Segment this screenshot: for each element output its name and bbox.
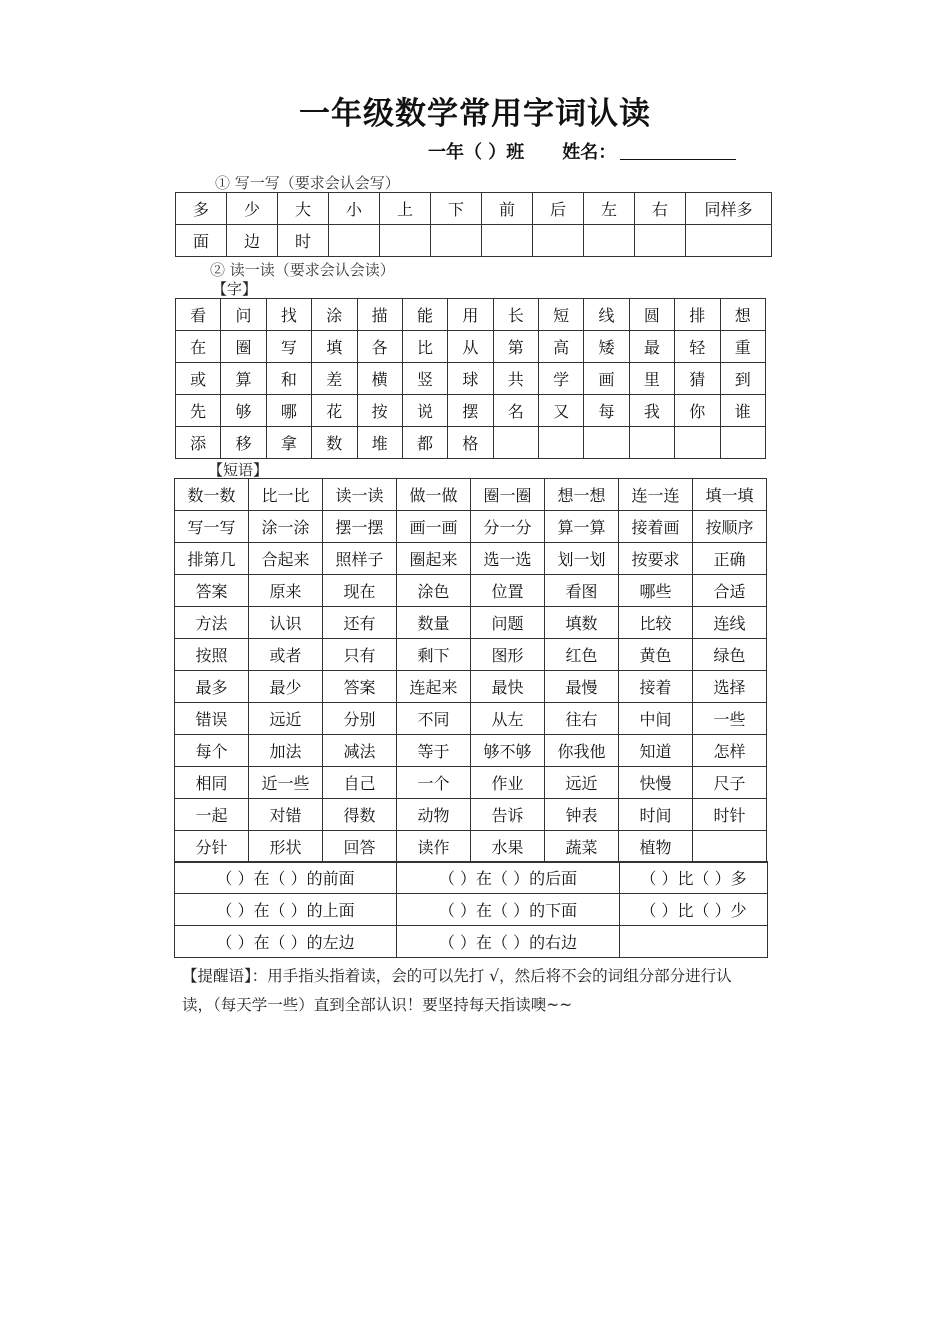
phrase-cell: 位置 <box>471 575 545 607</box>
phrase-cell: 红色 <box>545 639 619 671</box>
compare-cell: （ ）比（ ）多 <box>620 862 768 894</box>
phrase-cell: 摆一摆 <box>323 511 397 543</box>
char-cell: 填 <box>312 331 357 363</box>
char-row <box>176 395 766 427</box>
phrase-cell: 图形 <box>471 639 545 671</box>
write-cell: 面 <box>176 225 227 257</box>
write-cell: 同样多 <box>686 193 772 225</box>
char-cell <box>629 427 674 459</box>
phrase-cell: 或者 <box>249 639 323 671</box>
compare-row <box>175 862 768 894</box>
phrase-cell: 还有 <box>323 607 397 639</box>
compare-cell: （ ）在（ ）的上面 <box>175 894 397 926</box>
char-cell: 学 <box>539 363 584 395</box>
write-cell: 右 <box>635 193 686 225</box>
char-cell: 最 <box>629 331 674 363</box>
char-cell: 画 <box>584 363 629 395</box>
char-cell: 够 <box>221 395 266 427</box>
char-cell: 摆 <box>448 395 493 427</box>
write-cell: 前 <box>482 193 533 225</box>
char-cell: 竖 <box>402 363 447 395</box>
char-cell: 圈 <box>221 331 266 363</box>
phrase-cell: 加法 <box>249 735 323 767</box>
phrase-cell: 最快 <box>471 671 545 703</box>
char-cell: 在 <box>176 331 221 363</box>
char-row <box>176 331 766 363</box>
write-cell: 左 <box>584 193 635 225</box>
write-cell <box>584 225 635 257</box>
char-cell: 第 <box>493 331 538 363</box>
phrase-cell: 作业 <box>471 767 545 799</box>
phrase-cell: 连线 <box>693 607 767 639</box>
phrase-cell: 选一选 <box>471 543 545 575</box>
section-write-label: ① 写一写（要求会认会写） <box>215 174 400 192</box>
char-row <box>176 299 766 331</box>
phrase-cell: 圈起来 <box>397 543 471 575</box>
phrase-row <box>175 671 767 703</box>
char-cell: 看 <box>176 299 221 331</box>
phrase-cell: 现在 <box>323 575 397 607</box>
phrase-cell: 读作 <box>397 831 471 863</box>
phrase-cell: 怎样 <box>693 735 767 767</box>
phrase-cell: 连一连 <box>619 479 693 511</box>
phrase-cell: 涂色 <box>397 575 471 607</box>
phrase-cell: 往右 <box>545 703 619 735</box>
phrase-cell: 接着画 <box>619 511 693 543</box>
class-name-line <box>428 138 736 164</box>
char-cell: 都 <box>402 427 447 459</box>
phrase-cell: 远近 <box>249 703 323 735</box>
phrase-cell: 最慢 <box>545 671 619 703</box>
char-cell: 先 <box>176 395 221 427</box>
phrase-cell: 算一算 <box>545 511 619 543</box>
char-cell: 谁 <box>720 395 766 427</box>
write-cell: 下 <box>431 193 482 225</box>
compare-cell: （ ）在（ ）的下面 <box>397 894 620 926</box>
reminder <box>182 962 762 1020</box>
char-cell: 能 <box>402 299 447 331</box>
char-cell: 每 <box>584 395 629 427</box>
compare-cell: （ ）在（ ）的右边 <box>397 926 620 958</box>
char-cell: 里 <box>629 363 674 395</box>
char-cell: 共 <box>493 363 538 395</box>
phrase-row <box>175 703 767 735</box>
char-cell <box>675 427 720 459</box>
phrase-cell: 蔬菜 <box>545 831 619 863</box>
char-cell: 矮 <box>584 331 629 363</box>
phrase-cell: 形状 <box>249 831 323 863</box>
phrase-cell: 最多 <box>175 671 249 703</box>
write-cell <box>329 225 380 257</box>
char-cell: 到 <box>720 363 766 395</box>
phrase-cell: 按顺序 <box>693 511 767 543</box>
compare-cell: （ ）在（ ）的前面 <box>175 862 397 894</box>
write-cell <box>380 225 431 257</box>
phrase-cell: 原来 <box>249 575 323 607</box>
char-row <box>176 363 766 395</box>
phrase-cell: 数一数 <box>175 479 249 511</box>
char-cell: 涂 <box>312 299 357 331</box>
char-cell: 添 <box>176 427 221 459</box>
phrase-cell: 回答 <box>323 831 397 863</box>
phrase-row <box>175 735 767 767</box>
phrase-cell: 时针 <box>693 799 767 831</box>
phrase-row <box>175 607 767 639</box>
phrase-cell: 分针 <box>175 831 249 863</box>
phrase-cell: 动物 <box>397 799 471 831</box>
compare-row <box>175 894 768 926</box>
phrase-cell: 涂一涂 <box>249 511 323 543</box>
class-label: 一年（ ）班 <box>428 142 525 163</box>
char-cell: 又 <box>539 395 584 427</box>
phrase-cell: 填一填 <box>693 479 767 511</box>
phrase-cell: 尺子 <box>693 767 767 799</box>
phrase-cell: 等于 <box>397 735 471 767</box>
phrase-cell: 时间 <box>619 799 693 831</box>
phrase-cell: 方法 <box>175 607 249 639</box>
phrase-cell: 得数 <box>323 799 397 831</box>
char-cell <box>539 427 584 459</box>
page-title: 一年级数学常用字词认读 <box>299 96 651 132</box>
char-cell: 你 <box>675 395 720 427</box>
write-cell: 小 <box>329 193 380 225</box>
char-cell: 高 <box>539 331 584 363</box>
phrase-cell: 黄色 <box>619 639 693 671</box>
write-cell: 边 <box>227 225 278 257</box>
phrase-cell: 合适 <box>693 575 767 607</box>
write-cell <box>482 225 533 257</box>
char-cell: 名 <box>493 395 538 427</box>
char-cell: 短 <box>539 299 584 331</box>
char-cell: 拿 <box>266 427 311 459</box>
char-cell: 重 <box>720 331 766 363</box>
phrase-cell: 钟表 <box>545 799 619 831</box>
phrase-cell: 答案 <box>323 671 397 703</box>
char-cell: 算 <box>221 363 266 395</box>
phrase-cell: 正确 <box>693 543 767 575</box>
name-label: 姓名： <box>562 142 617 163</box>
phrase-cell: 水果 <box>471 831 545 863</box>
char-cell: 想 <box>720 299 766 331</box>
write-row <box>176 225 772 257</box>
char-cell: 格 <box>448 427 493 459</box>
phrase-cell: 知道 <box>619 735 693 767</box>
phrase-row <box>175 543 767 575</box>
char-cell: 或 <box>176 363 221 395</box>
phrase-cell: 选择 <box>693 671 767 703</box>
phrase-cell: 按照 <box>175 639 249 671</box>
phrase-cell: 读一读 <box>323 479 397 511</box>
compare-cell: （ ）在（ ）的左边 <box>175 926 397 958</box>
char-cell: 用 <box>448 299 493 331</box>
phrase-cell: 一些 <box>693 703 767 735</box>
write-cell <box>635 225 686 257</box>
write-cell: 上 <box>380 193 431 225</box>
phrase-row <box>175 479 767 511</box>
phrase-cell: 想一想 <box>545 479 619 511</box>
phrase-cell: 快慢 <box>619 767 693 799</box>
char-cell: 我 <box>629 395 674 427</box>
phrase-cell: 中间 <box>619 703 693 735</box>
phrase-row <box>175 575 767 607</box>
char-cell: 移 <box>221 427 266 459</box>
phrase-cell: 填数 <box>545 607 619 639</box>
phrase-cell: 对错 <box>249 799 323 831</box>
char-cell: 横 <box>357 363 402 395</box>
phrase-cell: 绿色 <box>693 639 767 671</box>
phrase-cell: 最少 <box>249 671 323 703</box>
phrase-cell: 分别 <box>323 703 397 735</box>
phrase-cell: 远近 <box>545 767 619 799</box>
char-cell: 写 <box>266 331 311 363</box>
phrase-cell: 从左 <box>471 703 545 735</box>
char-cell: 排 <box>675 299 720 331</box>
phrase-cell: 数量 <box>397 607 471 639</box>
char-cell <box>493 427 538 459</box>
char-cell: 长 <box>493 299 538 331</box>
compare-cell <box>620 926 768 958</box>
phrase-cell: 剩下 <box>397 639 471 671</box>
write-cell: 多 <box>176 193 227 225</box>
phrase-cell: 错误 <box>175 703 249 735</box>
phrase-cell: 圈一圈 <box>471 479 545 511</box>
phrase-row <box>175 767 767 799</box>
compare-cell: （ ）比（ ）少 <box>620 894 768 926</box>
phrase-cell: 排第几 <box>175 543 249 575</box>
char-cell: 数 <box>312 427 357 459</box>
char-heading: 【字】 <box>212 280 258 298</box>
phrase-cell: 比一比 <box>249 479 323 511</box>
phrase-cell: 哪些 <box>619 575 693 607</box>
reminder-text: ：用手指头指着读，会的可以先打 √，然后将不会的词组分部分进行认读，（每天学一些）直到全部认识！要坚持每天指读噢~~ <box>182 967 732 1014</box>
char-table <box>175 298 766 459</box>
write-cell: 少 <box>227 193 278 225</box>
compare-cell: （ ）在（ ）的后面 <box>397 862 620 894</box>
char-cell: 各 <box>357 331 402 363</box>
write-table <box>175 192 772 257</box>
phrase-cell: 不同 <box>397 703 471 735</box>
name-blank[interactable] <box>620 159 736 160</box>
char-cell: 按 <box>357 395 402 427</box>
phrase-cell: 够不够 <box>471 735 545 767</box>
write-cell <box>533 225 584 257</box>
char-cell: 哪 <box>266 395 311 427</box>
phrase-cell: 比较 <box>619 607 693 639</box>
phrase-row <box>175 639 767 671</box>
char-cell: 轻 <box>675 331 720 363</box>
section-read-label: ② 读一读（要求会认会读） <box>210 261 395 279</box>
write-cell: 后 <box>533 193 584 225</box>
phrase-heading: 【短语】 <box>208 461 269 479</box>
phrase-cell: 分一分 <box>471 511 545 543</box>
phrase-cell: 相同 <box>175 767 249 799</box>
phrase-cell: 近一些 <box>249 767 323 799</box>
char-cell: 堆 <box>357 427 402 459</box>
phrase-row <box>175 511 767 543</box>
phrase-cell: 认识 <box>249 607 323 639</box>
phrase-cell: 画一画 <box>397 511 471 543</box>
phrase-cell <box>693 831 767 863</box>
compare-table <box>174 861 768 958</box>
phrase-cell: 做一做 <box>397 479 471 511</box>
phrase-cell: 看图 <box>545 575 619 607</box>
phrase-cell: 你我他 <box>545 735 619 767</box>
char-cell: 猜 <box>675 363 720 395</box>
char-cell: 和 <box>266 363 311 395</box>
phrase-cell: 划一划 <box>545 543 619 575</box>
phrase-cell: 合起来 <box>249 543 323 575</box>
write-row <box>176 193 772 225</box>
phrase-cell: 连起来 <box>397 671 471 703</box>
write-cell: 大 <box>278 193 329 225</box>
phrase-cell: 接着 <box>619 671 693 703</box>
phrase-cell: 一个 <box>397 767 471 799</box>
write-cell: 时 <box>278 225 329 257</box>
phrase-cell: 写一写 <box>175 511 249 543</box>
char-cell: 花 <box>312 395 357 427</box>
char-cell: 从 <box>448 331 493 363</box>
char-cell: 圆 <box>629 299 674 331</box>
phrase-cell: 告诉 <box>471 799 545 831</box>
phrase-cell: 每个 <box>175 735 249 767</box>
phrase-row <box>175 831 767 863</box>
compare-row <box>175 926 768 958</box>
char-row <box>176 427 766 459</box>
char-cell: 球 <box>448 363 493 395</box>
phrase-cell: 自己 <box>323 767 397 799</box>
reminder-label: 【提醒语】 <box>182 967 252 985</box>
phrase-cell: 照样子 <box>323 543 397 575</box>
char-cell: 线 <box>584 299 629 331</box>
char-cell: 差 <box>312 363 357 395</box>
char-cell: 比 <box>402 331 447 363</box>
phrase-table <box>174 478 767 863</box>
phrase-cell: 减法 <box>323 735 397 767</box>
char-cell: 找 <box>266 299 311 331</box>
phrase-cell: 按要求 <box>619 543 693 575</box>
char-cell <box>720 427 766 459</box>
char-cell: 问 <box>221 299 266 331</box>
phrase-cell: 只有 <box>323 639 397 671</box>
char-cell <box>584 427 629 459</box>
phrase-row <box>175 799 767 831</box>
char-cell: 描 <box>357 299 402 331</box>
phrase-cell: 植物 <box>619 831 693 863</box>
write-cell <box>431 225 482 257</box>
write-cell <box>686 225 772 257</box>
phrase-cell: 一起 <box>175 799 249 831</box>
char-cell: 说 <box>402 395 447 427</box>
phrase-cell: 问题 <box>471 607 545 639</box>
phrase-cell: 答案 <box>175 575 249 607</box>
